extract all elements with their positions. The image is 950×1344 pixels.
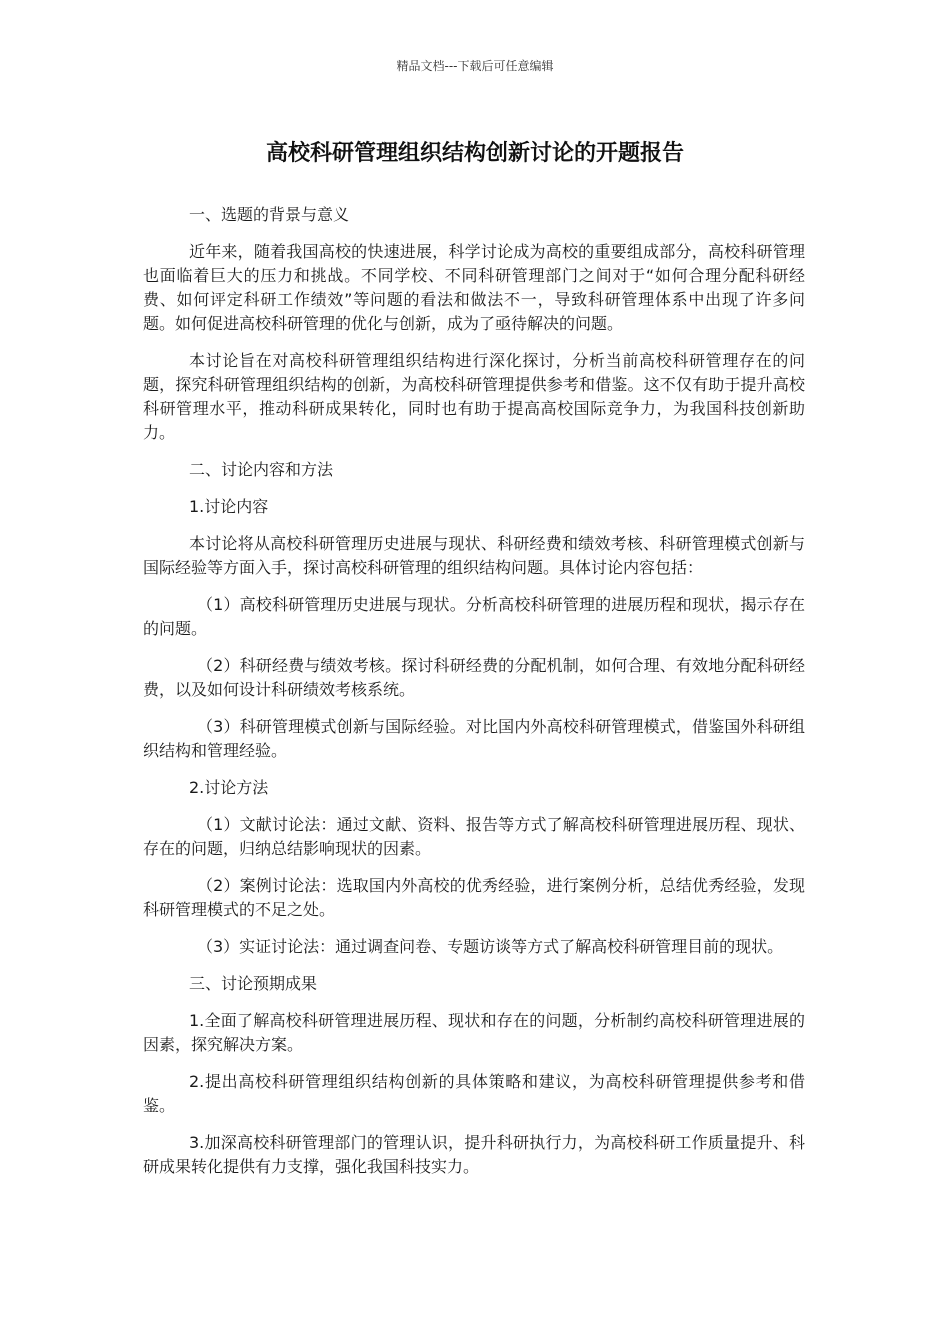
- section-heading-results: 三、讨论预期成果: [189, 974, 318, 993]
- paragraph-background-1: 近年来，随着我国高校的快速进展，科学讨论成为高校的重要组成部分，高校科研管理也面临着巨大的压力和挑战。不同学校、不同科研管理部门之间对于“如何合理分配科研经费、如何评定科研工作绩效”等问题的看法和做法不一，导致科研管理体系中出现了许多问题。如何促进高校科研管理的优化与创新，成为了亟待解决的问题。: [143, 242, 805, 333]
- result-item-2: 2.提出高校科研管理组织结构创新的具体策略和建议，为高校科研管理提供参考和借鉴。: [143, 1072, 805, 1115]
- result-item-3: 3.加深高校科研管理部门的管理认识，提升科研执行力，为高校科研工作质量提升、科研成果转化提供有力支撑，强化我国科技实力。: [143, 1133, 805, 1176]
- result-item-1: 1.全面了解高校科研管理进展历程、现状和存在的问题，分析制约高校科研管理进展的因素，探究解决方案。: [143, 1011, 805, 1054]
- document-title: 高校科研管理组织结构创新讨论的开题报告: [265, 141, 684, 166]
- section-heading-content-method: 二、讨论内容和方法: [189, 460, 334, 479]
- method-item-3: （3）实证讨论法：通过调查问卷、专题访谈等方式了解高校科研管理目前的现状。: [197, 937, 784, 956]
- paragraph-background-2: 本讨论旨在对高校科研管理组织结构进行深化探讨，分析当前高校科研管理存在的问题，探究科研管理组织结构的创新，为高校科研管理提供参考和借鉴。这不仅有助于提升高校科研管理水平，推动科研成果转化，同时也有助于提高高校国际竞争力，为我国科技创新助力。: [143, 351, 805, 442]
- header-note: 精品文档---下载后可任意编辑: [396, 59, 554, 73]
- document-body: [143, 203, 805, 1192]
- subheading-content: 1.讨论内容: [189, 497, 269, 516]
- content-item-2: （2）科研经费与绩效考核。探讨科研经费的分配机制，如何合理、有效地分配科研经费，以及如何设计科研绩效考核系统。: [143, 656, 805, 699]
- paragraph-content-intro: 本讨论将从高校科研管理历史进展与现状、科研经费和绩效考核、科研管理模式创新与国际经验等方面入手，探讨高校科研管理的组织结构问题。具体讨论内容包括：: [143, 534, 805, 577]
- method-item-2: （2）案例讨论法：选取国内外高校的优秀经验，进行案例分析，总结优秀经验，发现科研管理模式的不足之处。: [143, 876, 805, 919]
- content-item-1: （1）高校科研管理历史进展与现状。分析高校科研管理的进展历程和现状，揭示存在的问题。: [143, 595, 805, 638]
- method-item-1: （1）文献讨论法：通过文献、资料、报告等方式了解高校科研管理进展历程、现状、存在的问题，归纳总结影响现状的因素。: [143, 815, 805, 858]
- subheading-method: 2.讨论方法: [189, 778, 269, 797]
- content-item-3: （3）科研管理模式创新与国际经验。对比国内外高校科研管理模式，借鉴国外科研组织结构和管理经验。: [143, 717, 805, 760]
- section-heading-background: 一、选题的背景与意义: [189, 205, 350, 224]
